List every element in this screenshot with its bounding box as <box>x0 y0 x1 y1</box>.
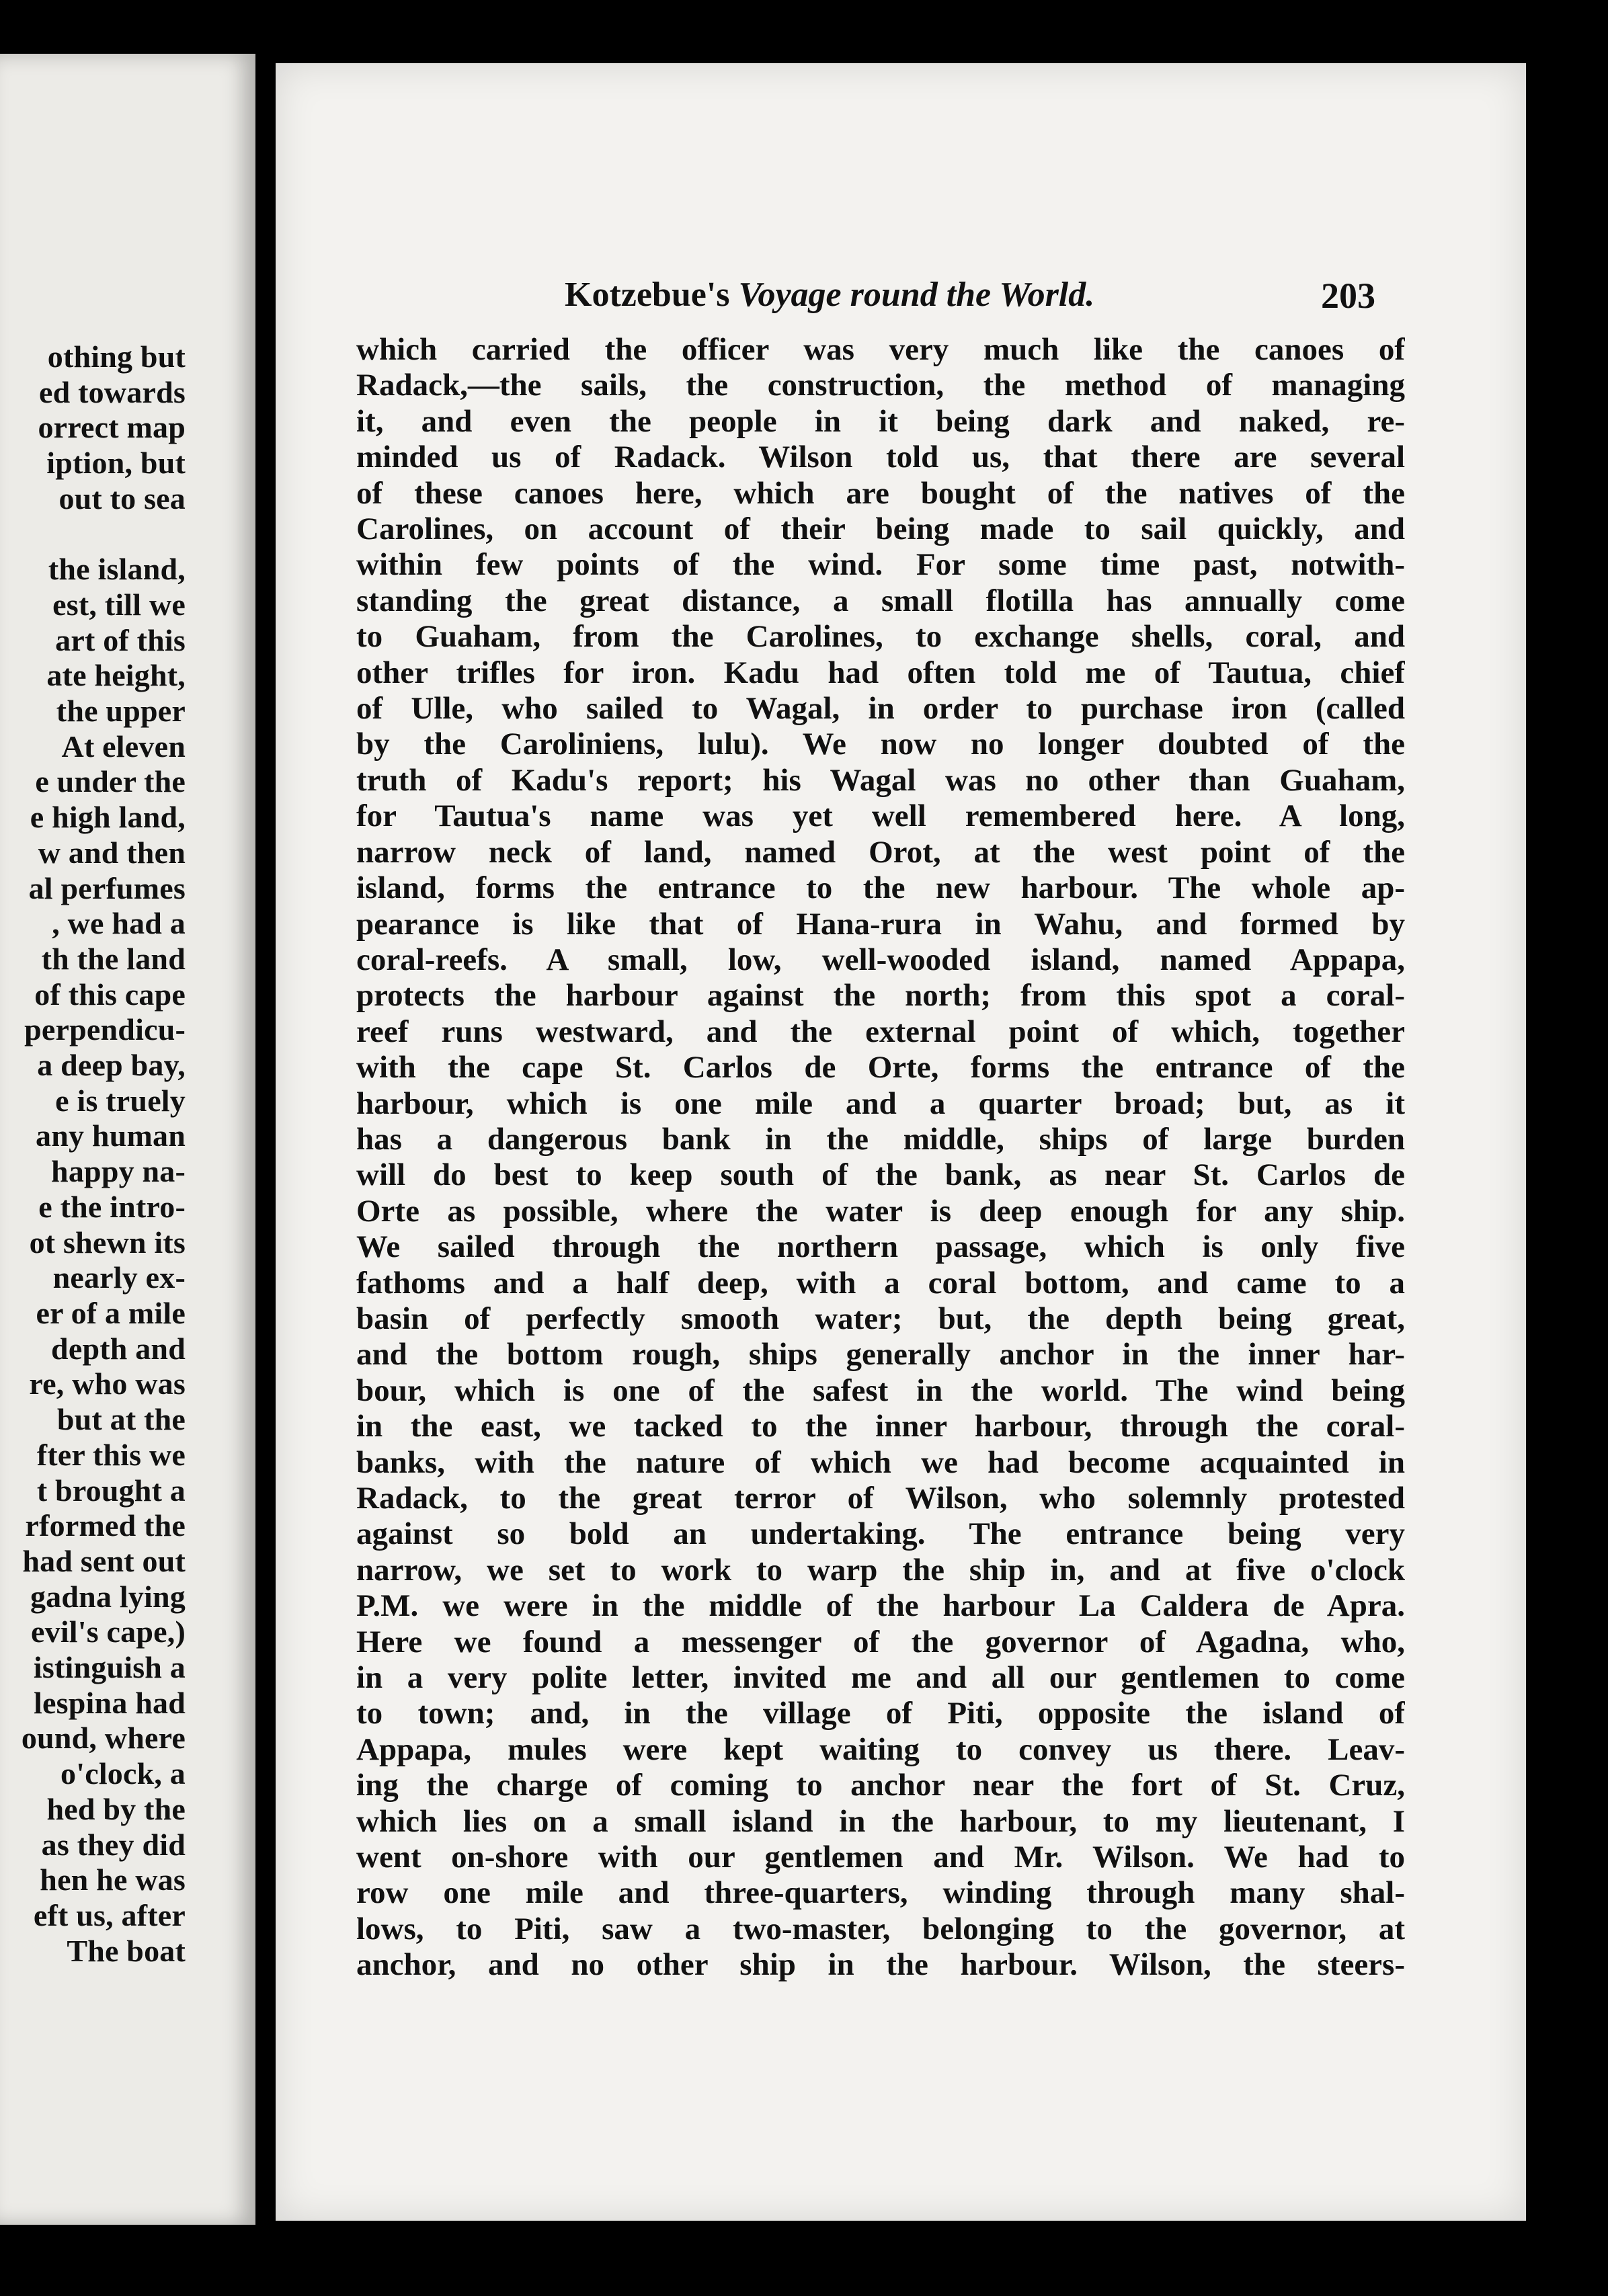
previous-page-line: istinguish a <box>33 1650 186 1685</box>
text-line: Here we found a messenger of the governor of Agadna, who, <box>356 1624 1405 1659</box>
previous-page-line: ate height, <box>46 658 186 693</box>
text-line: with the cape St. Carlos de Orte, forms the entrance of the <box>356 1050 1405 1085</box>
previous-page-line: al perfumes <box>28 870 186 905</box>
previous-page-line: perpendicu- <box>24 1012 186 1047</box>
previous-page-line: At eleven <box>61 729 186 764</box>
text-line: Radack, to the great terror of Wilson, who solemnly protested <box>356 1481 1405 1516</box>
text-line: island, forms the entrance to the new harbour. The whole ap- <box>356 870 1405 906</box>
text-line: and the bottom rough, ships generally anchor in the inner har- <box>356 1337 1405 1372</box>
text-line: of Ulle, who sailed to Wagal, in order to purchase iron (called <box>356 691 1405 727</box>
previous-page-line: eft us, after <box>33 1897 186 1932</box>
text-line: reef runs westward, and the external point of which, together <box>356 1014 1405 1049</box>
text-line: Appapa, mules were kept waiting to convey us there. Leav- <box>356 1731 1405 1767</box>
previous-page-line: ed towards <box>39 374 186 409</box>
previous-page-line: iption, but <box>46 446 186 481</box>
text-line: against so bold an undertaking. The entrance being very <box>356 1516 1405 1552</box>
previous-page-line: but at the <box>56 1402 186 1437</box>
body-text <box>356 332 1405 1983</box>
previous-page-line: rformed the <box>25 1508 186 1543</box>
previous-page-line: out to sea <box>58 481 186 516</box>
previous-page-line <box>0 517 186 552</box>
text-line: truth of Kadu's report; his Wagal was no other than Guaham, <box>356 762 1405 798</box>
previous-page-line: e high land, <box>30 800 186 835</box>
text-line: in the east, we tacked to the inner harbour, through the coral- <box>356 1409 1405 1444</box>
previous-page-line: art of this <box>55 622 186 657</box>
text-line: by the Caroliniens, lulu). We now no longer doubted of the <box>356 727 1405 762</box>
previous-page-line: er of a mile <box>36 1295 186 1330</box>
text-line: protects the harbour against the north; from this spot a coral- <box>356 978 1405 1014</box>
text-line: pearance is like that of Hana-rura in Wahu, and formed by <box>356 906 1405 942</box>
previous-page-line: e is truely <box>55 1083 186 1118</box>
running-title-italic: Voyage round the World. <box>738 276 1095 314</box>
text-line: other trifles for iron. Kadu had often told me of Tautua, chief <box>356 655 1405 690</box>
previous-page-line: e the intro- <box>38 1189 186 1224</box>
text-line: bour, which is one of the safest in the world. The wind being <box>356 1372 1405 1408</box>
previous-page-line: the island, <box>48 552 186 587</box>
previous-page-line: ot shewn its <box>29 1225 186 1260</box>
previous-page-line: the upper <box>56 694 186 729</box>
text-line: anchor, and no other ship in the harbour. Wilson, the steers- <box>356 1947 1405 1983</box>
text-line: fathoms and a half deep, with a coral bottom, and came to a <box>356 1265 1405 1301</box>
previous-page-line: happy na- <box>51 1154 186 1189</box>
text-line: in a very polite letter, invited me and all our gentlemen to come <box>356 1660 1405 1696</box>
text-line: it, and even the people in it being dark and naked, re- <box>356 403 1405 439</box>
text-line: to Guaham, from the Carolines, to exchange shells, coral, and <box>356 619 1405 655</box>
text-line: Orte as possible, where the water is deep enough for any ship. <box>356 1193 1405 1229</box>
running-title <box>565 275 1094 315</box>
previous-page-line: ound, where <box>21 1721 186 1756</box>
previous-page-line: The boat <box>67 1933 186 1968</box>
text-line: banks, with the nature of which we had become acquainted in <box>356 1444 1405 1480</box>
previous-page-line: e under the <box>35 764 186 799</box>
text-line: will do best to keep south of the bank, as near St. Carlos de <box>356 1157 1405 1193</box>
text-line: lows, to Piti, saw a two-master, belonging to the governor, at <box>356 1911 1405 1946</box>
text-line: to town; and, in the village of Piti, opposite the island of <box>356 1696 1405 1731</box>
text-line: We sailed through the northern passage, which is only five <box>356 1229 1405 1265</box>
previous-page-line: t brought a <box>36 1473 186 1508</box>
text-line: P.M. we were in the middle of the harbour La Caldera de Apra. <box>356 1588 1405 1624</box>
text-line: narrow, we set to work to warp the ship in, and at five o'clock <box>356 1552 1405 1588</box>
text-line: standing the great distance, a small flotilla has annually come <box>356 583 1405 618</box>
text-line: row one mile and three-quarters, winding through many shal- <box>356 1875 1405 1911</box>
previous-page-line: hed by the <box>46 1791 186 1826</box>
running-header <box>276 275 1526 322</box>
previous-page-line: th the land <box>41 941 186 976</box>
previous-page-line: depth and <box>51 1331 186 1366</box>
text-line: basin of perfectly smooth water; but, the depth being great, <box>356 1301 1405 1336</box>
text-line: of these canoes here, which are bought of the natives of the <box>356 475 1405 511</box>
page-number: 203 <box>1321 276 1375 316</box>
previous-page-line: re, who was <box>29 1366 186 1401</box>
previous-page-line: , we had a <box>52 906 186 941</box>
previous-page-line: gadna lying <box>30 1579 186 1614</box>
previous-page-text <box>0 339 186 1969</box>
previous-page-line: of this cape <box>34 977 186 1012</box>
previous-page-line: any human <box>36 1118 186 1153</box>
previous-page-line: lespina had <box>34 1685 186 1720</box>
previous-page-line: orrect map <box>38 410 186 445</box>
book-gutter <box>255 40 276 2258</box>
text-line: ing the charge of coming to anchor near the fort of St. Cruz, <box>356 1768 1405 1803</box>
previous-page-line: w and then <box>38 835 186 870</box>
running-title-author: Kotzebue's <box>565 276 730 314</box>
text-line: narrow neck of land, named Orot, at the west point of the <box>356 834 1405 870</box>
previous-page-line: had sent out <box>22 1543 186 1578</box>
text-line: has a dangerous bank in the middle, ships of large burden <box>356 1121 1405 1157</box>
previous-page-line: nearly ex- <box>52 1260 186 1295</box>
text-line: Carolines, on account of their being made to sail quickly, and <box>356 511 1405 547</box>
book-page <box>276 63 1526 2221</box>
text-line: Radack,—the sails, the construction, the method of managing <box>356 368 1405 403</box>
previous-page-line: fter this we <box>36 1437 186 1472</box>
previous-page-line: othing but <box>47 339 186 374</box>
previous-page-line: a deep bay, <box>37 1048 186 1083</box>
text-line: within few points of the wind. For some time past, notwith- <box>356 547 1405 583</box>
text-line: which carried the officer was very much like the canoes of <box>356 332 1405 367</box>
previous-page-line: as they did <box>41 1827 186 1862</box>
text-line: for Tautua's name was yet well remembered here. A long, <box>356 798 1405 834</box>
text-line: harbour, which is one mile and a quarter broad; but, as it <box>356 1085 1405 1121</box>
previous-page-line: hen he was <box>40 1862 186 1897</box>
text-line: which lies on a small island in the harbour, to my lieutenant, I <box>356 1803 1405 1839</box>
previous-page-fragment <box>0 54 255 2225</box>
previous-page-line: o'clock, a <box>61 1756 186 1791</box>
previous-page-line: evil's cape,) <box>31 1614 186 1649</box>
text-line: coral-reefs. A small, low, well-wooded island, named Appapa, <box>356 942 1405 977</box>
text-line: minded us of Radack. Wilson told us, that there are several <box>356 440 1405 475</box>
text-line: went on-shore with our gentlemen and Mr. Wilson. We had to <box>356 1840 1405 1875</box>
previous-page-line: est, till we <box>52 587 186 622</box>
